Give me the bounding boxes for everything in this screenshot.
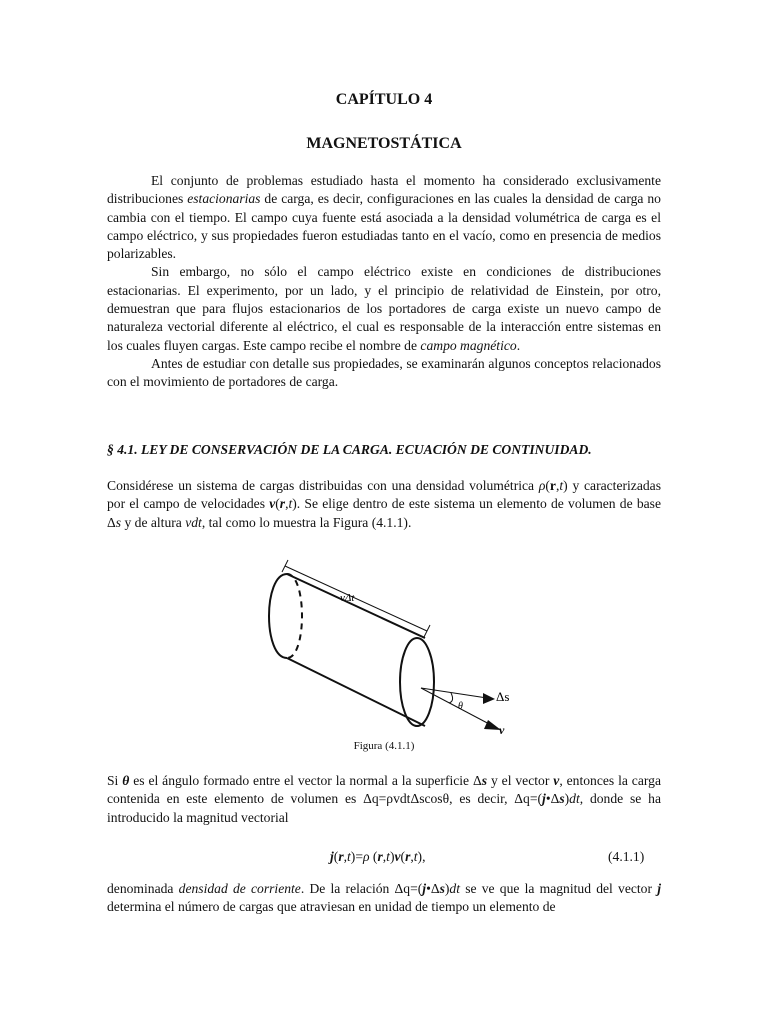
equation-number: (4.1.1) <box>608 849 645 864</box>
paragraph-4: Considérese un sistema de cargas distribuidas con una densidad volumétrica ρ(r,t) y caracterizadas por el campo de velocidades v(r,t). Se elige dentro de este sistema un elemento de volumen de base Δs y de altura vdt, tal como lo muestra la Figura (4.1.1). <box>107 478 661 530</box>
chapter-label: CAPÍTULO 4 <box>335 91 433 108</box>
length-dimension-line <box>285 566 427 631</box>
cylinder-figure <box>255 556 525 741</box>
label-ds: Δs <box>496 689 510 704</box>
paragraph-5: Si θ es el ángulo formado entre el vector la normal a la superficie Δs y el vector v, entonces la carga contenida en este elemento de volumen es Δq=ρvdtΔscosθ, es decir, Δq=(j•Δs)dt, donde se ha introducido la magnitud vectorial <box>107 773 661 825</box>
label-length: vΔt <box>340 592 355 604</box>
paragraph-2: Sin embargo, no sólo el campo eléctrico existe en condiciones de distribuciones estacionarias. El experimento, por un lado, y el principio de relatividad de Einstein, por otro, demuestran que para flujos estacionarios de los portadores de carga existe un nuevo campo de naturaleza vectorial diferente al eléctrico, el cual es responsable de la interacción entre sistemas en los cuales fluyen cargas. Este campo recibe el nombre de campo magnético. <box>107 264 661 353</box>
intro-text <box>107 172 661 392</box>
label-v: v <box>499 723 505 737</box>
right-cap <box>400 638 434 726</box>
chapter-title: MAGNETOSTÁTICA <box>306 135 462 152</box>
figure-caption: Figura (4.1.1) <box>353 740 415 752</box>
label-theta: θ <box>458 701 463 712</box>
paragraph-6: denominada densidad de corriente. De la relación Δq=(j•Δs)dt se ve que la magnitud del vector j determina el número de cargas que atraviesan en unidad de tiempo un elemento de <box>107 881 661 915</box>
cylinder-top-edge <box>287 574 425 638</box>
paragraph-3: Antes de estudiar con detalle sus propiedades, se examinarán algunos conceptos relacionados con el movimiento de portadores de carga. <box>107 355 661 390</box>
theta-arc <box>449 693 453 703</box>
equation-current-density: j(r,t)=ρ (r,t)v(r,t), <box>330 849 426 864</box>
cylinder-bottom-edge <box>287 658 425 726</box>
left-cap-front <box>269 574 287 658</box>
section-heading: § 4.1. LEY DE CONSERVACIÓN DE LA CARGA. ECUACIÓN DE CONTINUIDAD. <box>107 442 592 457</box>
ds-arrowhead <box>483 693 495 704</box>
left-cap-back <box>287 574 302 658</box>
paragraph-1: El conjunto de problemas estudiado hasta el momento ha considerado exclusivamente distribuciones estacionarias de carga, es decir, configuraciones en las cuales la densidad de carga no cambia con el tiempo. El campo cuya fuente está asociada a la densidad volumétrica de carga es el campo eléctrico, y sus propiedades fueron estudiadas tanto en el vacío, como en presencia de medios polarizables. <box>107 173 661 262</box>
